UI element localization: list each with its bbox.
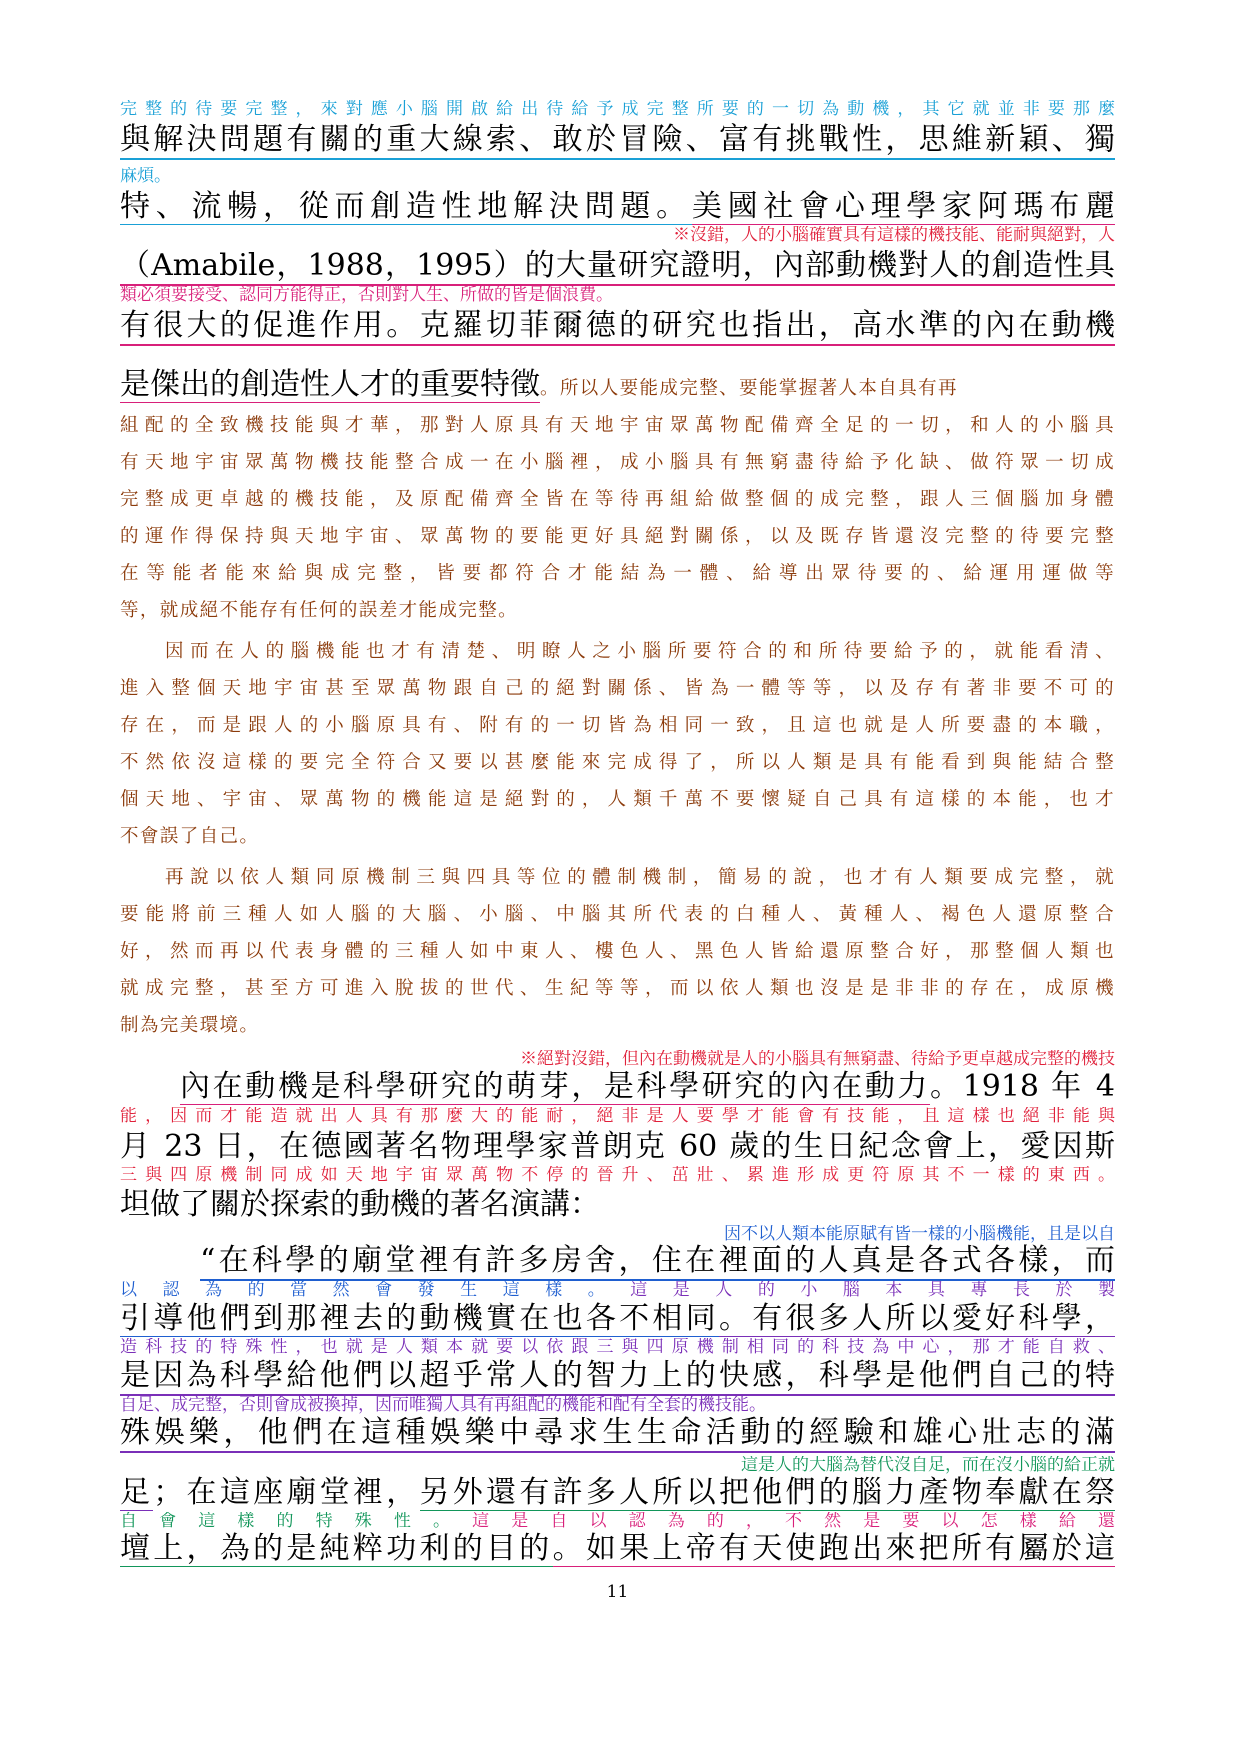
annotation-line: ※沒錯，人的小腦確實具有這樣的機技能、能耐與絕對，人 — [673, 226, 1115, 245]
body-text-line: 再說以依人類同原機制三與四具等位的體制機制，簡易的說，也才有人類要成完整，就 — [165, 867, 1115, 888]
underlined-text: 有很大的促進作用。克羅切菲爾德的研究也指出，高水準的內在動機 — [120, 309, 1115, 346]
annotation-line: 自足、成完整，否則會成被換掉，因而唯獨人具有再組配的機能和配有全套的機技能。 — [120, 1396, 766, 1415]
annotation-line: 這是人的大腦為替代沒自足，而在沒小腦的給正就 — [741, 1456, 1115, 1475]
body-text-line: 組配的全致機技能與才華，那對人原具有天地宇宙眾萬物配備齊全足的一切，和人的小腦具 — [120, 415, 1115, 436]
body-text-line: 在等能者能來給與成完整，皆要都符合才能結為一體、給導出眾待要的、給運用運做等 — [120, 563, 1115, 584]
annotation-line: 造科技的特殊性，也就是人類本就要以依跟三與四原機制相同的科技為中心，那才能自救、 — [120, 1338, 1115, 1357]
body-text-line: 有天地宇宙眾萬物機技能整合成一在小腦裡，成小腦具有無窮盡待給予化缺、做符眾一切成 — [120, 452, 1115, 473]
main-text-line — [120, 1476, 1115, 1511]
main-text-line — [120, 123, 1115, 160]
body-text-line: 個天地、宇宙、眾萬物的機能這是絕對的，人類千萬不要懷疑自己具有這樣的本能，也才 — [120, 789, 1115, 810]
main-text-line — [120, 249, 1115, 286]
annotation-segment: 這是自以認為的，不然是要以怎樣給還 — [472, 1512, 1115, 1531]
main-text-line — [120, 190, 1115, 225]
main-text-line — [120, 1416, 1115, 1453]
underlined-text: 足 — [120, 1476, 154, 1510]
plain-text: ；在這座廟堂裡， — [153, 1476, 420, 1510]
body-text-line: 就成完整，甚至方可進入脫拔的世代、生紀等等，而以依人類也沒是是非非的存在，成原機 — [120, 978, 1115, 999]
underlined-text: 殊娛樂，他們在這種娛樂中尋求生生命活動的經驗和雄心壯志的滿 — [120, 1416, 1115, 1453]
main-text-line — [180, 1070, 1115, 1105]
annotation-line: 完整的待要完整，來對應小腦開啟給出待給予成完整所要的一切為動機，其它就並非要那麼 — [120, 100, 1115, 119]
body-text: 。所以人要能成完整、要能掌握著人本自具有再 — [540, 378, 958, 399]
underlined-text: 是因為科學給他們以超乎常人的智力上的快感，科學是他們自己的特 — [120, 1359, 1115, 1396]
underlined-text: 。有很多人所以愛好科學， — [718, 1302, 1115, 1336]
plain-text: 。1918 年 4 — [930, 1070, 1115, 1104]
underlined-text: 另外還有許多人所以把他們的腦力產物奉獻在祭 — [419, 1476, 1115, 1510]
main-text-line — [120, 1359, 1115, 1396]
body-text-line: 制為完美環境。 — [120, 1015, 260, 1036]
underlined-text: 美國社會心理學家阿瑪布麗 — [691, 190, 1115, 224]
main-text-line: 月 23 日，在德國著名物理學家普朗克 60 歲的生日紀念會上，愛因斯 — [120, 1130, 1115, 1164]
underlined-text: （Amabile，1988，1995）的大量研究證明，內部動機對人的創造性具 — [120, 249, 1115, 286]
annotation-line — [120, 1281, 1115, 1301]
annotation-line: ※絕對沒錯，但內在動機就是人的小腦具有無窮盡、待給予更卓越成完整的機技 — [520, 1050, 1115, 1069]
main-text-line — [120, 1532, 1115, 1567]
page-number: 11 — [606, 1582, 629, 1602]
underlined-text: 內在動機是科學研究的萌芽，是科學研究的內在動力 — [180, 1070, 931, 1104]
annotation-segment: 以認為的當然會發生這樣。 — [120, 1281, 631, 1300]
annotation-line — [120, 1512, 1115, 1532]
annotation-line: 能，因而才能造就出人具有那麼大的能耐，絕非是人要學才能會有技能，且這樣也絕非能與 — [120, 1107, 1115, 1126]
annotation-segment: 這是人的小腦本具專長於製 — [630, 1281, 1115, 1300]
underlined-text: 引導他們到那裡去的動機實在也各不相同 — [120, 1302, 719, 1336]
main-text-line — [200, 1244, 1115, 1281]
underlined-text: 特、流暢，從而創造性地解決問題。 — [120, 190, 692, 224]
body-text-line: 完整成更卓越的機技能，及原配備齊全皆在等待再組給做整個的成完整，跟人三個腦加身體 — [120, 489, 1115, 510]
main-text-line — [120, 1302, 1115, 1337]
body-text-line: 因而在人的腦機能也才有清楚、明瞭人之小腦所要符合的和所待要給予的，就能看清、 — [165, 641, 1115, 662]
body-text-line: 等，就成絕不能存有任何的誤差才能成完整。 — [120, 600, 519, 621]
main-text-line — [120, 368, 1115, 403]
underlined-text: 與解決問題有關的重大線索、敢於冒險、富有挑戰性，思維新穎、獨 — [120, 123, 1115, 160]
underlined-text: “在科學的廟堂裡有許多房舍，住在裡面的人真是各式各樣，而 — [200, 1244, 1115, 1281]
main-text-line: 坦做了關於探索的動機的著名演講： — [120, 1188, 600, 1222]
annotation-line: 三與四原機制同成如天地宇宙眾萬物不停的晉升、茁壯、累進形成更符原其不一樣的東西。 — [120, 1166, 1115, 1185]
body-text-line: 的運作得保持與天地宇宙、眾萬物的要能更好具絕對關係，以及既存皆還沒完整的待要完整 — [120, 526, 1115, 547]
body-text-line: 進入整個天地宇宙甚至眾萬物跟自己的絕對關係、皆為一體等等，以及存有著非要不可的 — [120, 678, 1115, 699]
underlined-text: 。如果上帝有天使跑出來把所有屬於這 — [552, 1532, 1115, 1566]
annotation-line: 麻煩。 — [120, 167, 171, 186]
body-text-line: 要能將前三種人如人腦的大腦、小腦、中腦其所代表的白種人、黃種人、褐色人還原整合 — [120, 904, 1115, 925]
body-text-line: 不會誤了自己。 — [120, 826, 260, 847]
main-text-line — [120, 309, 1115, 346]
underlined-text: 是傑出的創造性人才的重要特徵 — [120, 368, 540, 402]
annotation-segment: 自會這樣的特殊性。 — [120, 1512, 473, 1531]
body-text-line: 不然依沒這樣的要完全符合又要以甚麼能來完成得了，所以人類是具有能看到與能結合整 — [120, 752, 1115, 773]
body-text-line: 存在，而是跟人的小腦原具有、附有的一切皆為相同一致，且這也就是人所要盡的本職， — [120, 715, 1115, 736]
body-text-line: 好，然而再以代表身體的三種人如中東人、樓色人、黑色人皆給還原整合好，那整個人類也 — [120, 941, 1115, 962]
annotation-line: 類必須要接受、認同方能得正，否則對人生、所做的皆是個浪費。 — [120, 286, 613, 305]
underlined-text: 壇上，為的是純粹功利的目的 — [120, 1532, 553, 1566]
annotation-line: 因不以人類本能原賦有皆一樣的小腦機能，且是以自 — [724, 1225, 1115, 1244]
